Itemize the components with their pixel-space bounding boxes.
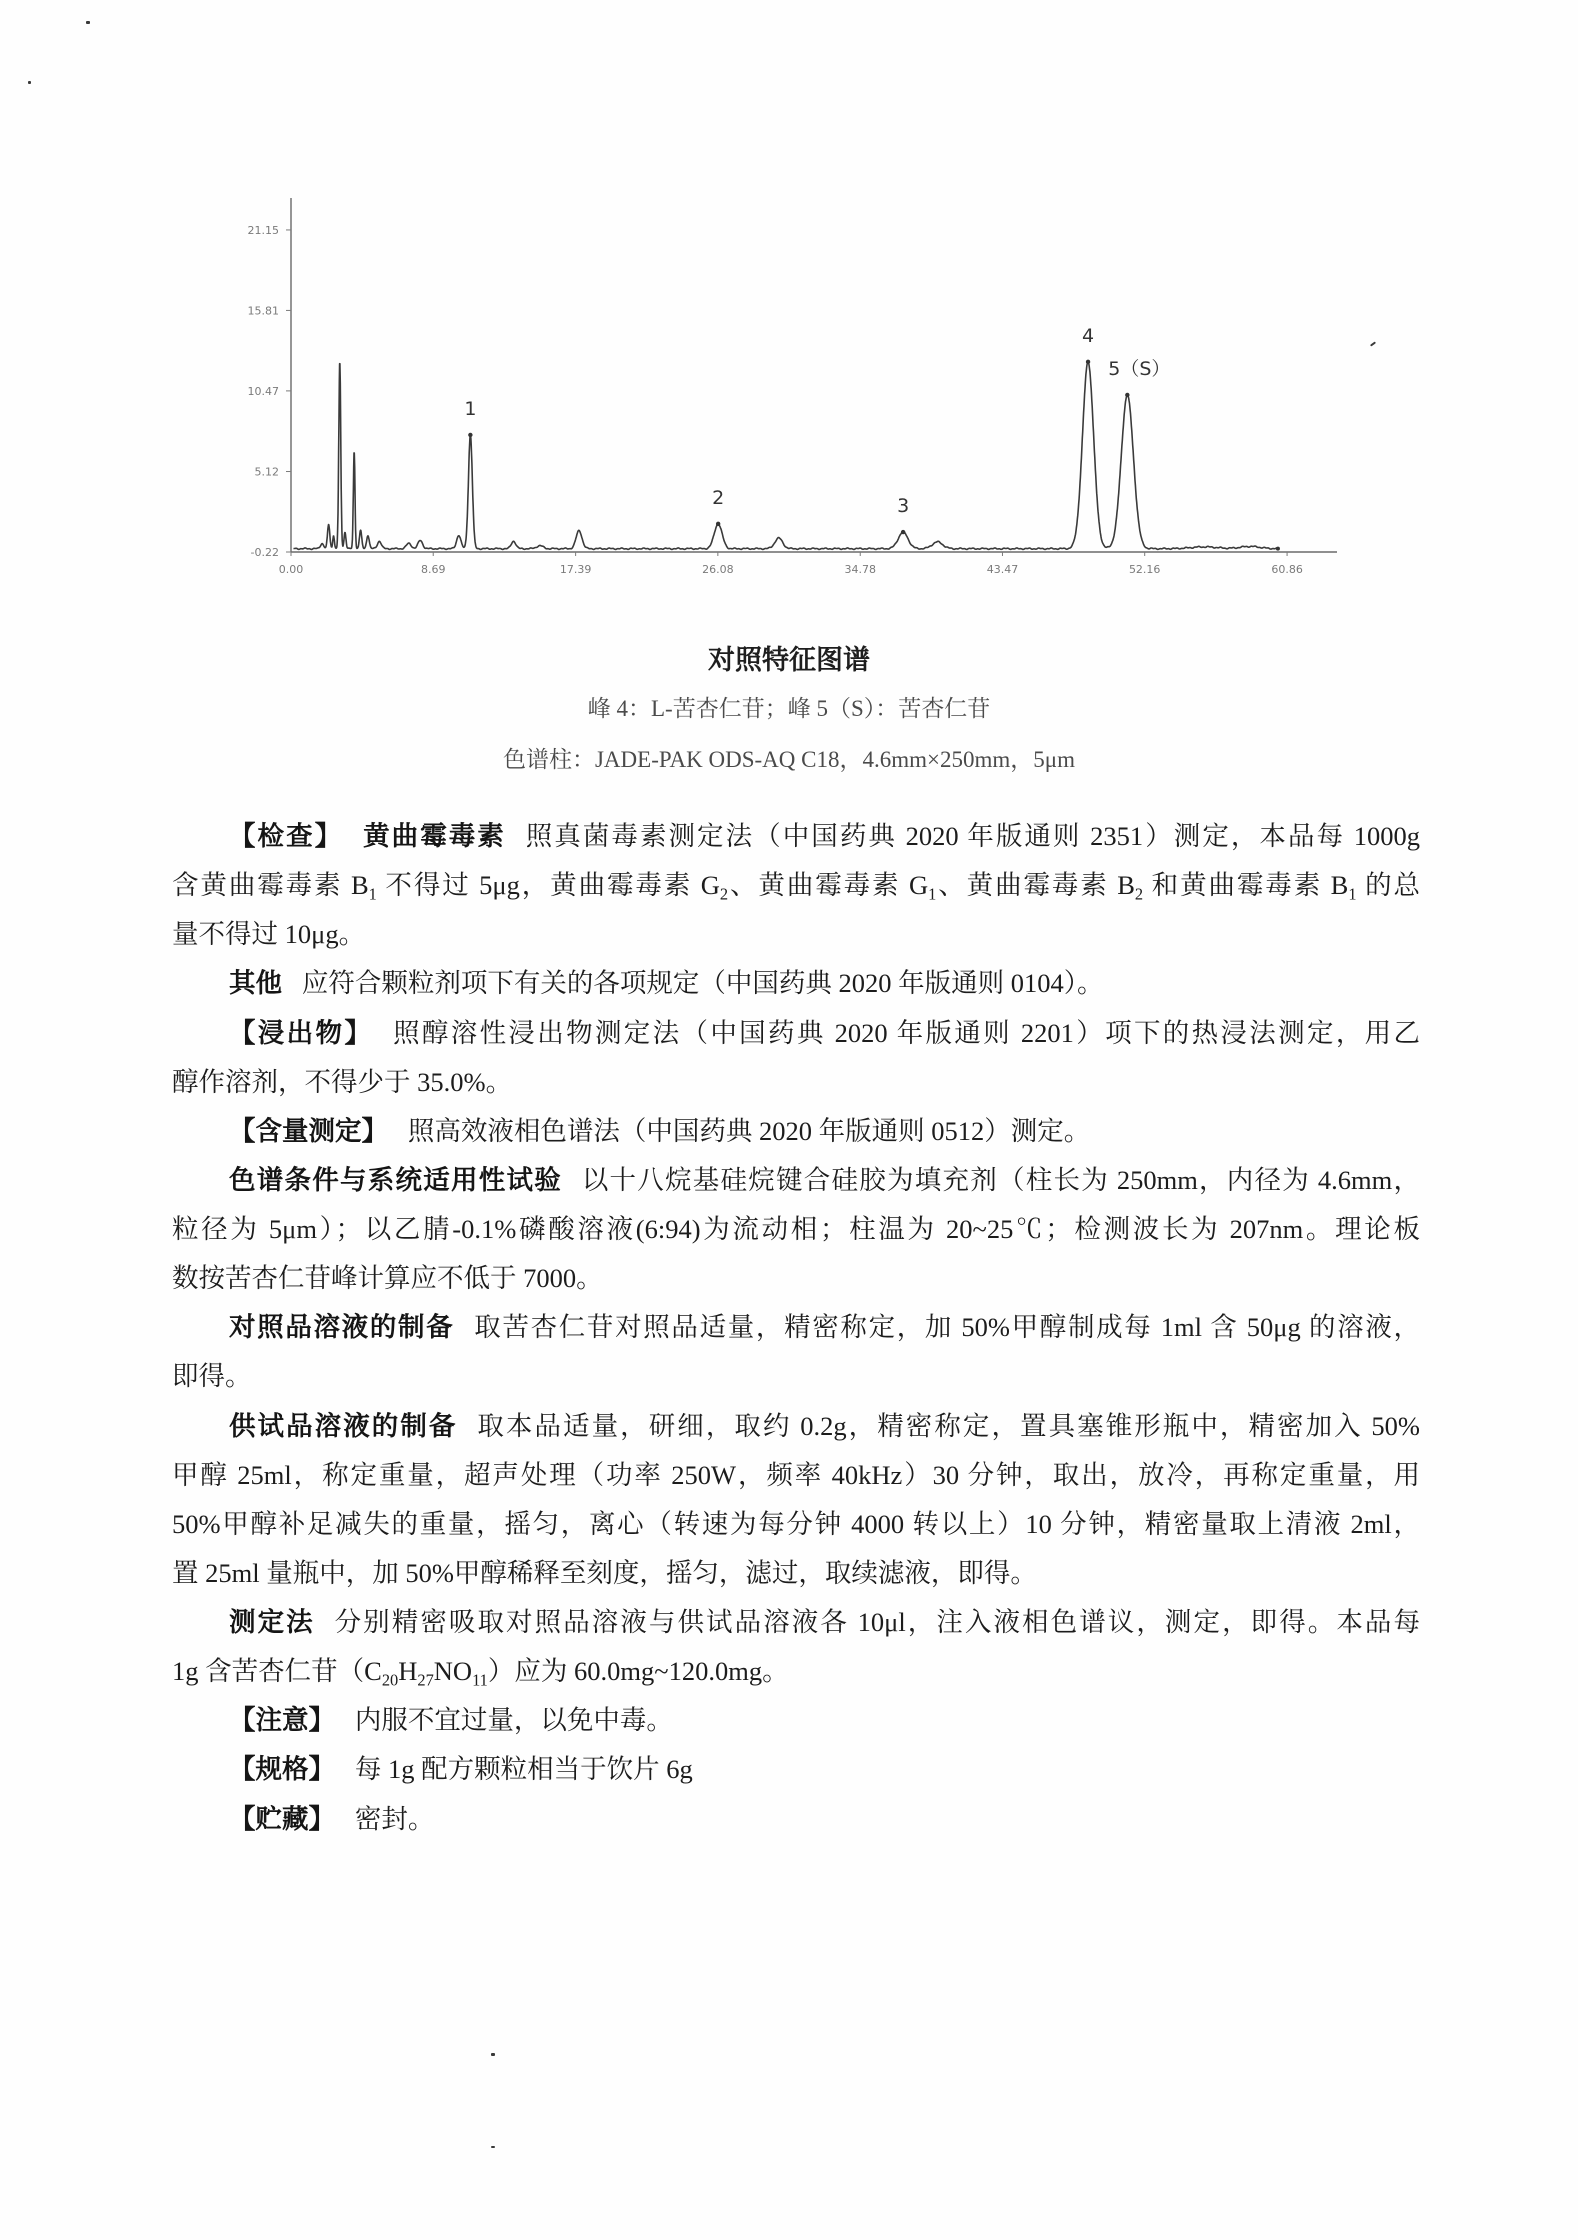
body-text: 照真菌毒素测定法（中国药典 2020 年版通则 2351）测定，本品每 1000g — [525, 821, 1421, 851]
trace-end-marker — [1276, 547, 1280, 551]
subscript: 11 — [472, 1670, 488, 1690]
text-line — [172, 861, 1420, 910]
text-line — [172, 1647, 1420, 1696]
body-text: 1g 含苦杏仁苷（C — [172, 1656, 382, 1687]
scan-speck — [491, 2146, 495, 2148]
body-text: 粒径为 5μm）；以乙腈-0.1%磷酸溶液(6:94)为流动相；柱温为 20~25℃；检测波长为 207nm。理论板 — [172, 1214, 1420, 1244]
item-heading-other: 其他 — [229, 968, 282, 1000]
text-line — [172, 1058, 1420, 1107]
subscript: 1 — [368, 884, 377, 904]
text-line — [172, 1795, 1420, 1844]
peak-label: 2 — [712, 486, 725, 509]
item-heading-reference-solution: 对照品溶液的制备 — [229, 1312, 455, 1344]
body-text: 分别精密吸取对照品溶液与供试品溶液各 10μl，注入液相色谱议，测定，即得。本品每 — [334, 1607, 1421, 1637]
body-text: 置 25ml 量瓶中，加 50%甲醇稀释至刻度，摇匀，滤过，取续滤液，即得。 — [172, 1557, 1037, 1588]
y-tick-label: -0.22 — [250, 546, 279, 559]
text-line — [172, 812, 1420, 861]
x-tick-label: 0.00 — [278, 563, 304, 576]
body-text: 量不得过 10μg。 — [172, 919, 366, 950]
section-heading-storage: 【贮藏】 — [229, 1803, 335, 1835]
peak-label: 5（S） — [1108, 357, 1171, 380]
body-text: 醇作溶剂，不得少于 35.0%。 — [172, 1066, 513, 1097]
section-heading-caution: 【注意】 — [229, 1705, 335, 1737]
text-line — [172, 1745, 1420, 1794]
section-heading-assay: 【含量测定】 — [229, 1115, 388, 1147]
x-tick-label: 26.08 — [702, 563, 734, 576]
body-text: H — [398, 1656, 418, 1687]
chromatogram-trace — [294, 362, 1278, 549]
body-text: 内服不宜过量，以免中毒。 — [354, 1705, 673, 1736]
text-line — [172, 1696, 1420, 1745]
body-text: 应符合颗粒剂项下有关的各项规定（中国药典 2020 年版通则 0104）。 — [301, 968, 1104, 999]
chromatogram — [0, 0, 1578, 620]
section-heading-specification: 【规格】 — [229, 1754, 335, 1786]
peak-marker — [1125, 393, 1129, 397]
peak-label: 1 — [464, 397, 477, 420]
text-line — [172, 1254, 1420, 1303]
text-line — [172, 1549, 1420, 1598]
y-tick-label: 10.47 — [247, 384, 279, 398]
subscript: 27 — [417, 1670, 434, 1690]
body-text: 甲醇 25ml，称定重量，超声处理（功率 250W，频率 40kHz）30 分钟，取出，放冷，再称定重量，用 — [172, 1459, 1420, 1490]
figure-title: 对照特征图谱 — [708, 645, 870, 676]
body-text: 即得。 — [172, 1361, 252, 1392]
subscript: 1 — [928, 884, 937, 904]
x-tick-label: 43.47 — [986, 563, 1019, 576]
body-text: 含黄曲霉毒素 B — [172, 870, 369, 901]
section-heading-inspection: 【检查】 — [229, 821, 344, 852]
subscript: 20 — [381, 1670, 399, 1690]
y-tick-label: 15.81 — [247, 304, 279, 318]
peak-marker — [901, 530, 905, 534]
peak-note: 峰 4：L-苦杏仁苷；峰 5（S）：苦杏仁苷 — [587, 696, 991, 721]
body-text: 密封。 — [354, 1803, 435, 1834]
y-tick-label: 5.12 — [254, 465, 279, 479]
peak-marker — [468, 433, 472, 437]
text-line — [172, 1107, 1420, 1156]
text-line — [172, 910, 1420, 959]
text-line — [172, 959, 1420, 1008]
monograph-body — [172, 812, 1420, 1844]
text-line — [172, 1156, 1420, 1205]
text-line — [172, 1451, 1420, 1500]
body-text: 数按苦杏仁苷峰计算应不低于 7000。 — [172, 1263, 603, 1294]
x-tick-label: 17.39 — [559, 563, 592, 576]
text-line — [172, 1009, 1420, 1058]
item-heading-test-solution: 供试品溶液的制备 — [229, 1410, 458, 1442]
text-line — [172, 1303, 1420, 1352]
item-heading-aflatoxin: 黄曲霉毒素 — [363, 821, 506, 852]
subscript: 2 — [719, 884, 729, 904]
peak-label: 4 — [1082, 324, 1095, 347]
body-text: 的总 — [1356, 870, 1420, 901]
subscript: 2 — [1134, 884, 1144, 904]
scan-speck — [491, 2053, 495, 2056]
x-tick-label: 60.86 — [1271, 563, 1303, 576]
text-line — [172, 1598, 1420, 1647]
peak-label: 3 — [897, 495, 910, 518]
body-text: 不得过 5μg，黄曲霉毒素 G — [376, 870, 720, 901]
text-line — [172, 1205, 1420, 1254]
text-line — [172, 1402, 1420, 1451]
peak-marker — [716, 522, 720, 526]
body-text: 取苦杏仁苷对照品适量，精密称定，加 50%甲醇制成每 1ml 含 50μg 的溶液， — [474, 1312, 1421, 1343]
body-text: 、黄曲霉毒素 G — [728, 870, 929, 901]
body-text: NO — [433, 1656, 473, 1687]
x-tick-label: 34.78 — [844, 563, 876, 576]
body-text: 和黄曲霉毒素 B — [1143, 870, 1349, 901]
x-tick-label: 52.16 — [1128, 563, 1161, 576]
column-note: 色谱柱：JADE-PAK ODS-AQ C18，4.6mm×250mm，5μm — [502, 747, 1075, 772]
body-text: 照高效液相色谱法（中国药典 2020 年版通则 0512）测定。 — [407, 1115, 1091, 1146]
item-heading-chromatographic-conditions: 色谱条件与系统适用性试验 — [229, 1164, 562, 1196]
body-text: 取本品适量，研细，取约 0.2g，精密称定，置具塞锥形瓶中，精密加入 50% — [477, 1410, 1420, 1441]
body-text: 50%甲醇补足减失的重量，摇匀，离心（转速为每分钟 4000 转以上）10 分钟，精密量取上清液 2ml， — [172, 1508, 1420, 1539]
body-text: 以十八烷基硅烷键合硅胶为填充剂（柱长为 250mm，内径为 4.6mm， — [581, 1164, 1420, 1195]
body-text: 、黄曲霉毒素 B — [936, 870, 1135, 901]
text-line — [172, 1352, 1420, 1401]
item-heading-procedure: 测定法 — [229, 1607, 315, 1638]
subscript: 1 — [1348, 884, 1357, 904]
body-text: 每 1g 配方颗粒相当于饮片 6g — [354, 1754, 693, 1785]
text-line — [172, 1500, 1420, 1549]
peak-marker — [1086, 360, 1090, 364]
x-tick-label: 8.69 — [420, 563, 446, 576]
y-tick-label: 21.15 — [247, 223, 279, 237]
body-text: 照醇溶性浸出物测定法（中国药典 2020 年版通则 2201）项下的热浸法测定，用乙 — [393, 1017, 1421, 1048]
section-heading-extract: 【浸出物】 — [229, 1017, 374, 1049]
body-text: ）应为 60.0mg~120.0mg。 — [487, 1656, 789, 1687]
